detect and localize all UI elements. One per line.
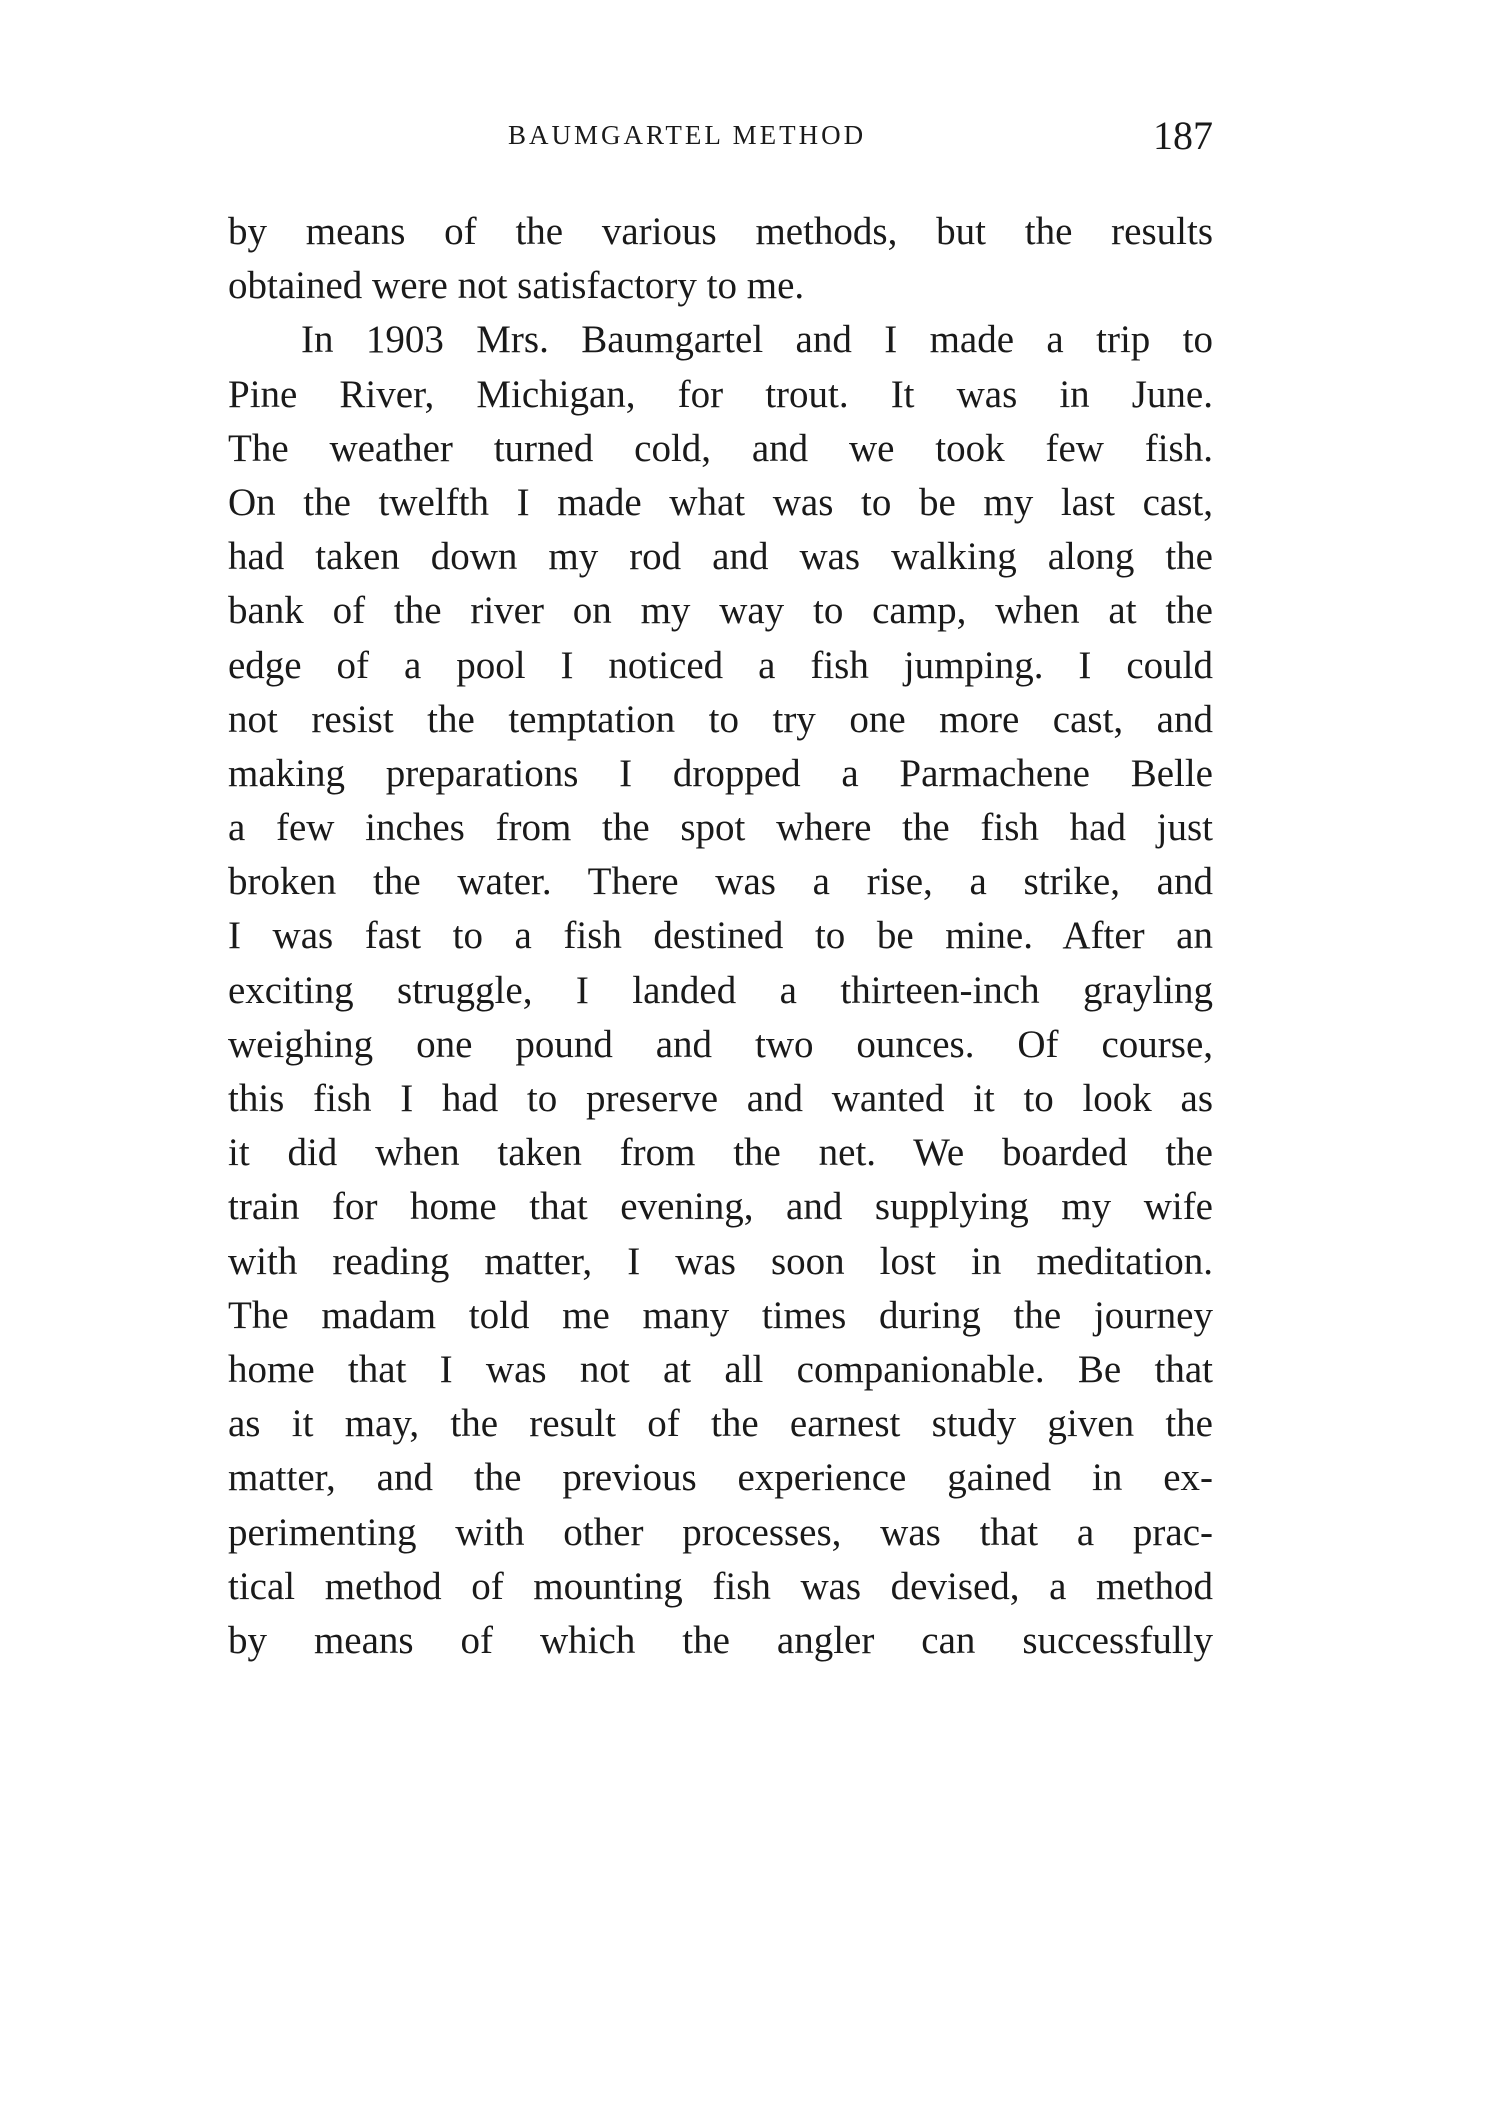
text-line: The weather turned cold, and we took few fish. — [228, 426, 1213, 470]
text-line: obtained were not satisfactory to me. — [228, 264, 805, 308]
text-line: a few inches from the spot where the fish had just — [228, 806, 1213, 850]
text-line: tical method of mounting fish was devised, a method — [228, 1564, 1213, 1608]
text-line: weighing one pound and two ounces. Of course, — [228, 1022, 1213, 1066]
text-line: it did when taken from the net. We boarded the — [228, 1131, 1213, 1175]
text-line: as it may, the result of the earnest study given the — [228, 1402, 1213, 1446]
page-number: 187 — [1153, 113, 1213, 158]
text-line: Pine River, Michigan, for trout. It was in June. — [228, 372, 1213, 416]
text-line: by means of which the angler can successfully — [228, 1618, 1213, 1662]
text-line: On the twelfth I made what was to be my last cast, — [228, 480, 1213, 524]
page-header — [228, 112, 1213, 172]
text-line: broken the water. There was a rise, a strike, and — [228, 860, 1213, 904]
text-line: The madam told me many times during the journey — [228, 1293, 1213, 1337]
text-line: In 1903 Mrs. Baumgartel and I made a trip to — [301, 318, 1213, 362]
text-line: not resist the temptation to try one more cast, and — [228, 697, 1213, 741]
body-text — [228, 205, 1213, 1668]
running-head: BAUMGARTEL METHOD — [508, 120, 867, 150]
text-line: perimenting with other processes, was that a prac- — [228, 1510, 1213, 1554]
text-line: by means of the various methods, but the results — [228, 210, 1213, 253]
text-line: exciting struggle, I landed a thirteen-inch grayling — [228, 968, 1213, 1012]
text-line: bank of the river on my way to camp, when at the — [228, 589, 1213, 633]
text-line: I was fast to a fish destined to be mine. After an — [228, 914, 1213, 958]
text-line: had taken down my rod and was walking along the — [228, 535, 1213, 579]
text-line: train for home that evening, and supplying my wife — [228, 1185, 1213, 1229]
text-line: matter, and the previous experience gained in ex- — [228, 1456, 1213, 1500]
text-line: with reading matter, I was soon lost in meditation. — [228, 1239, 1213, 1283]
text-line: this fish I had to preserve and wanted it to look as — [228, 1077, 1213, 1120]
text-line: making preparations I dropped a Parmachene Belle — [228, 751, 1213, 795]
text-line: home that I was not at all companionable. Be that — [228, 1347, 1213, 1391]
text-line: edge of a pool I noticed a fish jumping. I could — [228, 643, 1213, 687]
